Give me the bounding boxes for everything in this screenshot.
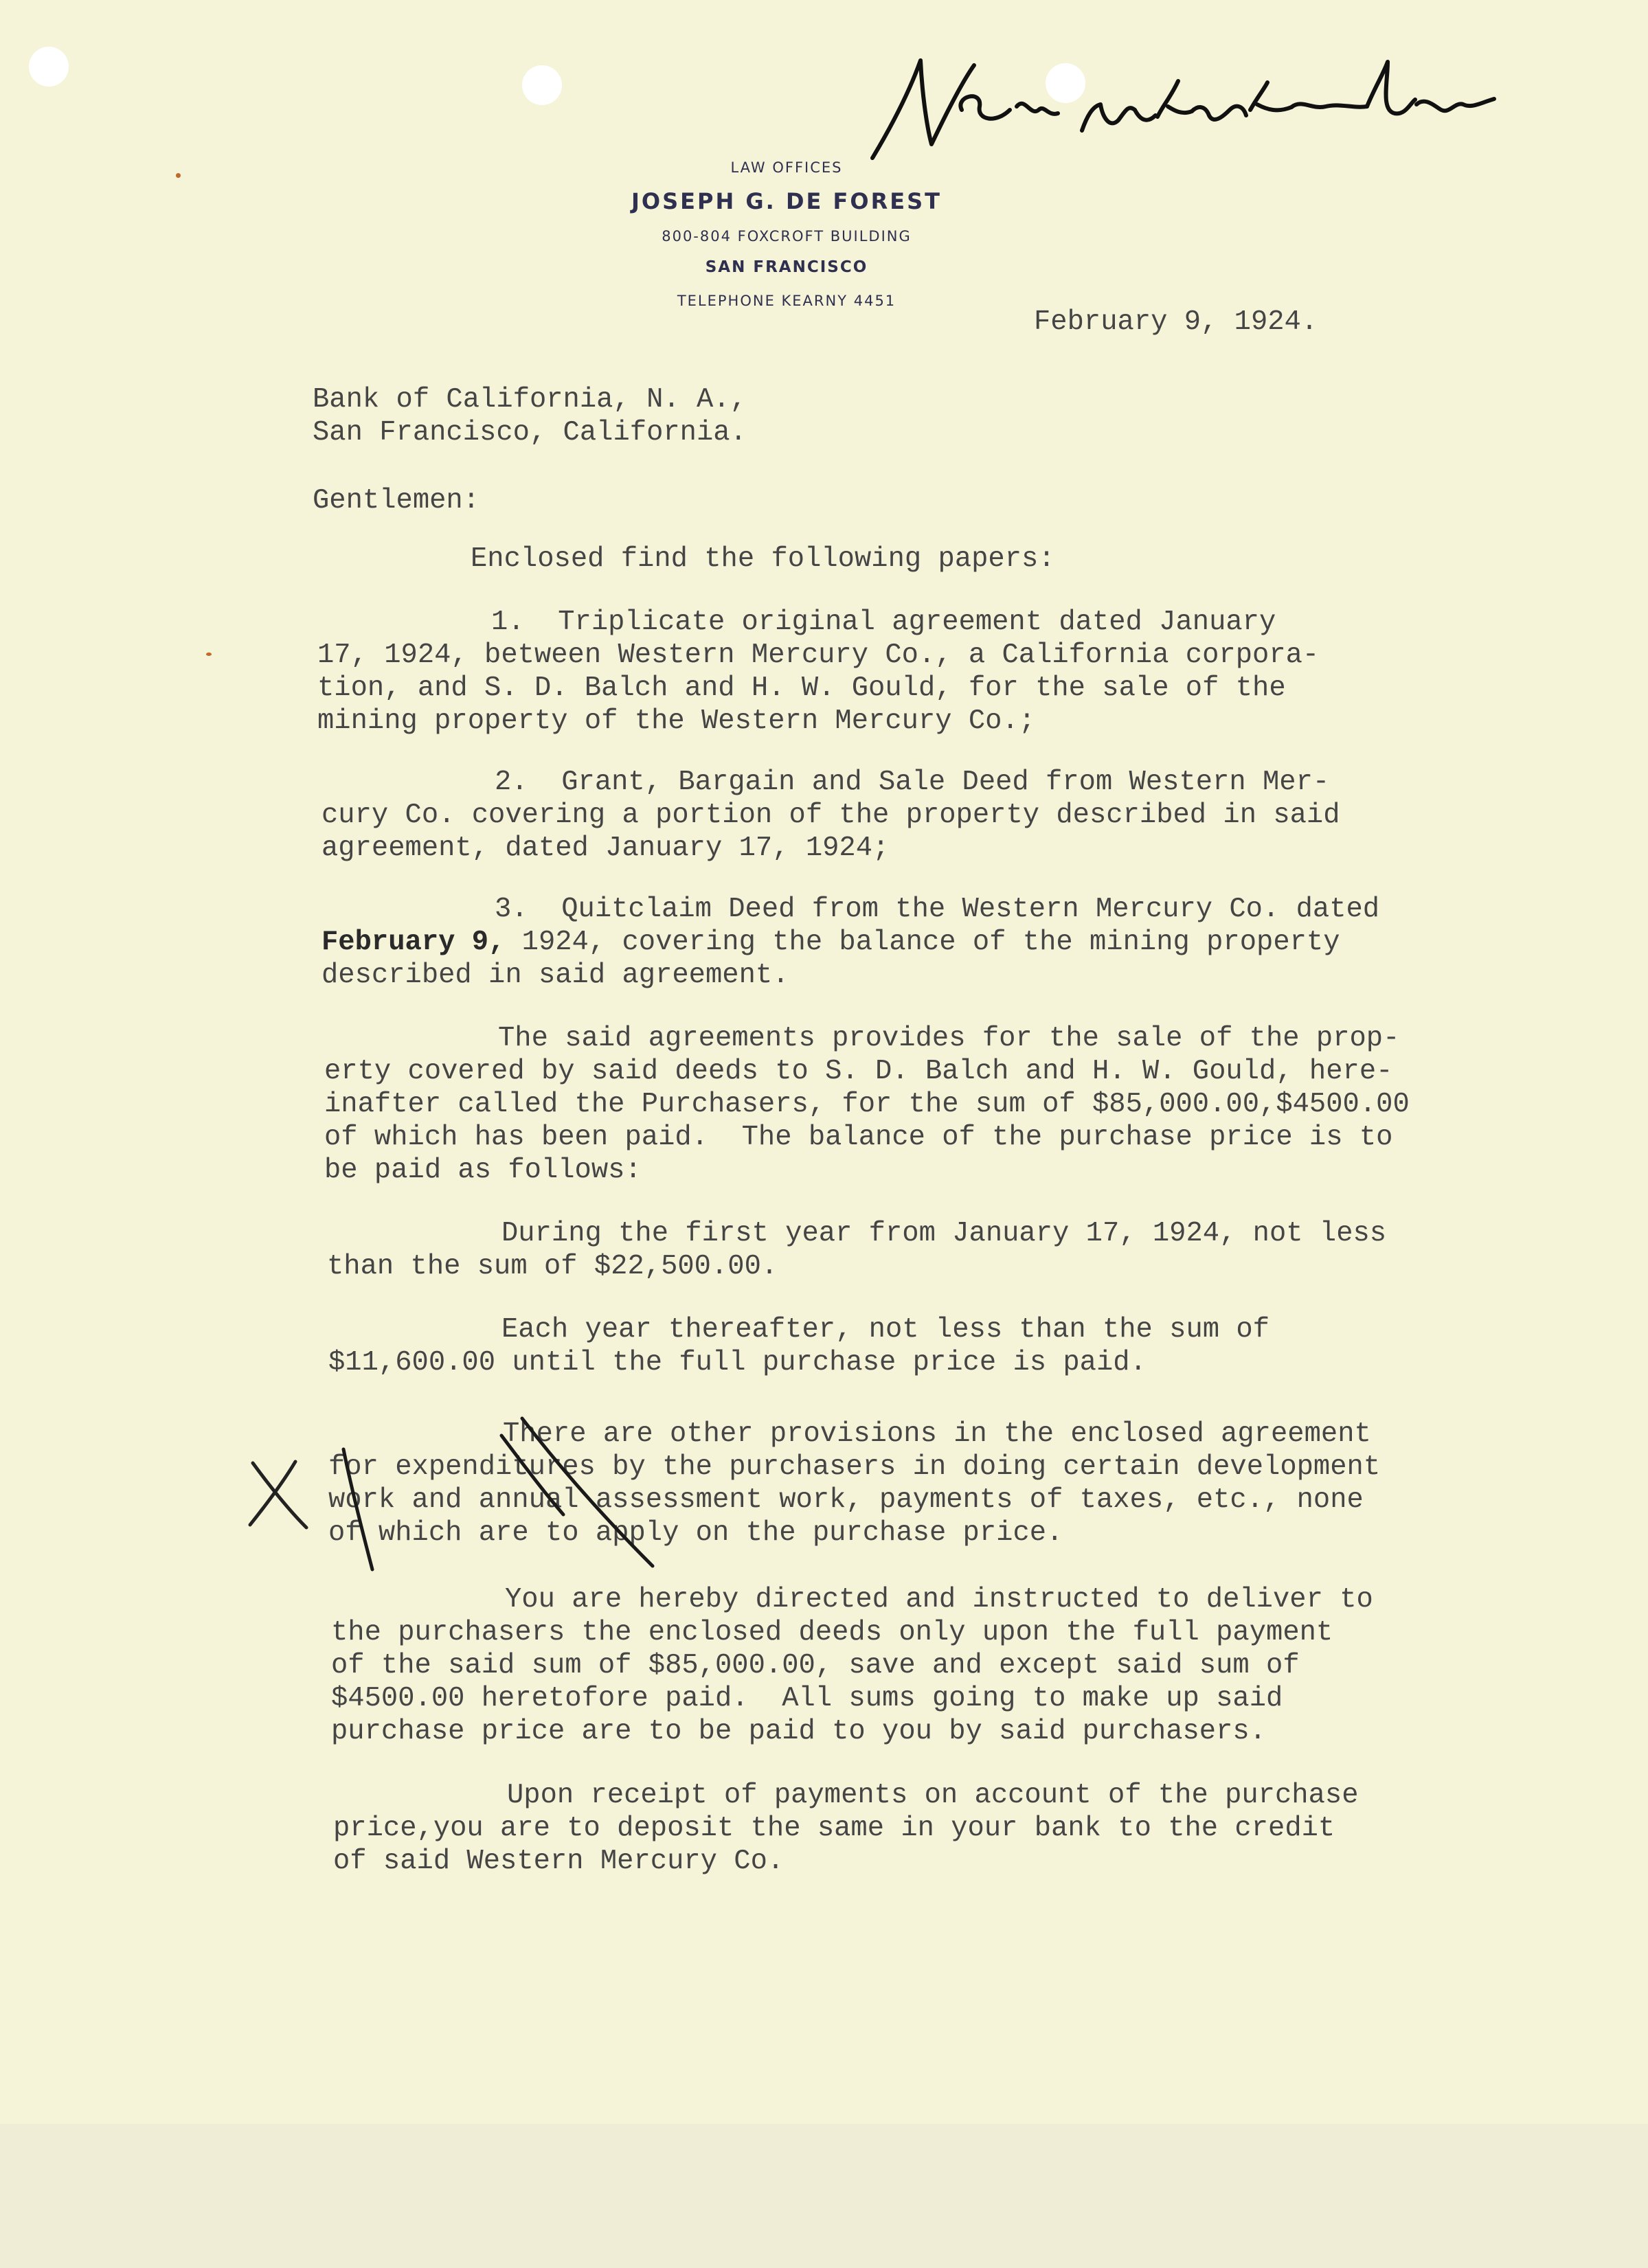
para-each-year-line1: Each year thereafter, not less than the sum of (501, 1314, 1269, 1346)
para-each-year-line2: $11,600.00 until the full purchase price is paid. (328, 1347, 1147, 1379)
item-3-date: February 9, (321, 927, 506, 958)
paper-speck (206, 653, 212, 656)
pen-strokes (330, 1401, 714, 1580)
scan-background (0, 2124, 1648, 2268)
item-1-line1: 1. Triplicate original agreement dated January (491, 606, 1276, 638)
para-other-line2: for expenditures by the purchasers in doing certain development (328, 1451, 1381, 1483)
para-deliver-line2: the purchasers the enclosed deeds only upon the full payment (331, 1617, 1333, 1648)
recipient-line1: Bank of California, N. A., (313, 384, 747, 416)
salutation: Gentlemen: (313, 485, 480, 517)
para-receipt-line2: price,you are to deposit the same in your bank to the credit (333, 1813, 1335, 1844)
para-deliver-line1: You are hereby directed and instructed to deliver to (505, 1584, 1373, 1615)
item-3-line3: described in said agreement. (321, 960, 789, 991)
paper-speck (176, 173, 181, 178)
intro-line: Enclosed find the following papers: (471, 543, 1055, 575)
para-deliver-line3: of the said sum of $85,000.00, save and except said sum of (331, 1650, 1300, 1681)
para-sale-line3: inafter called the Purchasers, for the sum of $85,000.00,$4500.00 (324, 1089, 1410, 1120)
letterhead-city: SAN FRANCISCO (705, 258, 868, 276)
letterhead-address: 800-804 FOXCROFT BUILDING (662, 228, 912, 245)
para-first-year-line1: During the first year from January 17, 1924, not less (501, 1218, 1387, 1249)
item-2-line2: cury Co. covering a portion of the property described in said (321, 800, 1340, 831)
letterhead-law-offices: LAW OFFICES (730, 159, 843, 176)
para-receipt-line3: of said Western Mercury Co. (333, 1846, 785, 1877)
letterhead (591, 159, 982, 309)
item-3-line1: 3. Quitclaim Deed from the Western Mercury Co. dated (495, 894, 1380, 925)
para-sale-line4: of which has been paid. The balance of the purchase price is to (324, 1122, 1393, 1153)
margin-x-mark (240, 1456, 316, 1532)
para-other-line3: work and annual assessment work, payments of taxes, etc., none (328, 1484, 1364, 1516)
para-first-year-line2: than the sum of $22,500.00. (327, 1251, 778, 1282)
letterhead-name: JOSEPH G. DE FOREST (631, 188, 942, 214)
para-other-line4: of which are to apply on the purchase price. (328, 1517, 1063, 1549)
para-sale-line2: erty covered by said deeds to S. D. Balch and H. W. Gould, here- (324, 1056, 1393, 1087)
punch-hole (522, 65, 562, 105)
item-1-line4: mining property of the Western Mercury Co.; (317, 705, 1036, 737)
item-2-line3: agreement, dated January 17, 1924; (321, 832, 890, 864)
item-3-line2-rest: 1924, covering the balance of the mining property (505, 927, 1340, 958)
para-sale-line1: The said agreements provides for the sale of the prop- (498, 1023, 1400, 1054)
item-2-line1: 2. Grant, Bargain and Sale Deed from Western Mer- (495, 767, 1330, 798)
recipient-line2: San Francisco, California. (313, 417, 747, 449)
para-deliver-line5: purchase price are to be paid to you by said purchasers. (331, 1716, 1267, 1747)
para-sale-line5: be paid as follows: (324, 1155, 642, 1186)
item-1-line2: 17, 1924, between Western Mercury Co., a California corpora- (317, 639, 1320, 671)
letterhead-phone: TELEPHONE KEARNY 4451 (677, 293, 896, 309)
para-deliver-line4: $4500.00 heretofore paid. All sums going to make up said (331, 1683, 1283, 1714)
letter-date: February 9, 1924. (1034, 306, 1318, 338)
item-1-line3: tion, and S. D. Balch and H. W. Gould, for the sale of the (317, 672, 1286, 704)
para-receipt-line1: Upon receipt of payments on account of the purchase (507, 1780, 1359, 1811)
para-other-line1: There are other provisions in the enclosed agreement (503, 1418, 1371, 1450)
punch-hole (29, 47, 69, 87)
item-3-line2 (321, 926, 1340, 959)
